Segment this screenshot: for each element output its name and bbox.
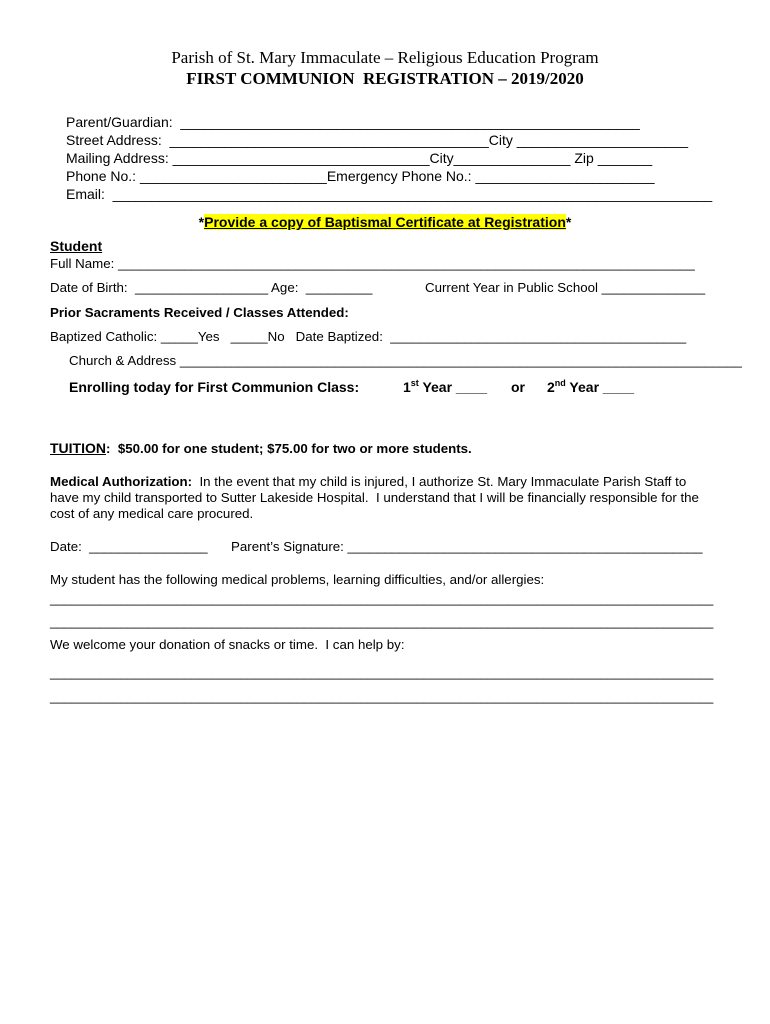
current-year-field[interactable]: Current Year in Public School ______________ bbox=[425, 280, 706, 295]
medical-problems-line-1[interactable]: ______________________________________________________________________________________________ bbox=[50, 592, 714, 606]
donation-line-1[interactable]: ______________________________________________________________________________________________ bbox=[50, 666, 714, 680]
enrolling-label: Enrolling today for First Communion Class: bbox=[69, 379, 360, 395]
phone-label: Phone No.: ________________________ bbox=[66, 168, 327, 184]
notice-star-left: * bbox=[198, 214, 205, 230]
first-year-option[interactable] bbox=[403, 379, 487, 395]
dob-age-field[interactable]: Date of Birth: __________________ Age: _________ bbox=[50, 280, 373, 295]
medical-problems-label: My student has the following medical problems, learning difficulties, and/or allergies: bbox=[50, 572, 545, 587]
medical-line-1 bbox=[50, 474, 686, 489]
or-label: or bbox=[511, 379, 525, 395]
second-year-option[interactable] bbox=[547, 379, 634, 395]
street-address-label: Street Address: _________________________________________City bbox=[66, 132, 513, 148]
emergency-phone-field[interactable]: Emergency Phone No.: _______________________ bbox=[326, 168, 655, 184]
tuition-label: TUITION bbox=[50, 440, 106, 456]
mailing-address-label: Mailing Address: _________________________________City bbox=[66, 150, 454, 166]
first-year-blank: Year ____ bbox=[418, 379, 488, 395]
program-title: Parish of St. Mary Immaculate – Religious Education Program bbox=[171, 48, 599, 67]
student-heading: Student bbox=[50, 238, 103, 254]
second-year-sup: nd bbox=[554, 378, 566, 388]
baptized-field[interactable]: Baptized Catholic: _____Yes _____No Date Baptized: ________________________________________ bbox=[50, 329, 687, 344]
tuition-text: : $50.00 for one student; $75.00 for two or more students. bbox=[106, 441, 472, 456]
notice-star-right: * bbox=[565, 214, 572, 230]
parent-guardian-field[interactable]: Parent/Guardian: ___________________________________________________________ bbox=[66, 114, 640, 130]
street-address-field[interactable] bbox=[66, 132, 688, 148]
baptismal-notice bbox=[0, 214, 770, 230]
form-title: FIRST COMMUNION REGISTRATION – 2019/2020 bbox=[186, 69, 584, 88]
mailing-address-field[interactable] bbox=[66, 150, 652, 166]
full-name-field[interactable]: Full Name: ______________________________________________________________________________ bbox=[50, 256, 695, 271]
email-field[interactable]: Email: _____________________________________________________________________________ bbox=[66, 186, 713, 202]
first-year-num: 1 bbox=[403, 379, 411, 395]
church-address-field[interactable]: Church & Address ____________________________________________________________________________ bbox=[69, 353, 742, 368]
medical-problems-line-2[interactable]: ______________________________________________________________________________________________ bbox=[50, 615, 714, 629]
medical-text-1: In the event that my child is injured, I authorize St. Mary Immaculate Parish Staff to bbox=[192, 474, 687, 489]
second-year-blank: Year ____ bbox=[565, 379, 635, 395]
tuition-line bbox=[50, 440, 472, 456]
second-year-num: 2 bbox=[547, 379, 555, 395]
phone-field[interactable] bbox=[66, 168, 655, 184]
prior-sacraments-heading: Prior Sacraments Received / Classes Attended: bbox=[50, 305, 349, 320]
parent-signature-field[interactable]: Parent’s Signature: ________________________________________________ bbox=[231, 539, 703, 554]
medical-line-3: cost of any medical care procured. bbox=[50, 506, 254, 521]
date-field[interactable]: Date: ________________ bbox=[50, 539, 208, 554]
donation-label: We welcome your donation of snacks or time. I can help by: bbox=[50, 637, 405, 652]
medical-line-2: have my child transported to Sutter Lakeside Hospital. I understand that I will be financially responsible for the bbox=[50, 490, 699, 505]
donation-line-2[interactable]: ______________________________________________________________________________________________ bbox=[50, 690, 714, 704]
first-year-sup: st bbox=[410, 378, 419, 388]
city-blank[interactable]: ______________________ bbox=[512, 132, 689, 148]
medical-label: Medical Authorization: bbox=[50, 474, 193, 489]
notice-text: Provide a copy of Baptismal Certificate at Registration bbox=[204, 214, 566, 230]
city-zip-blank[interactable]: _______________ Zip _______ bbox=[453, 150, 653, 166]
